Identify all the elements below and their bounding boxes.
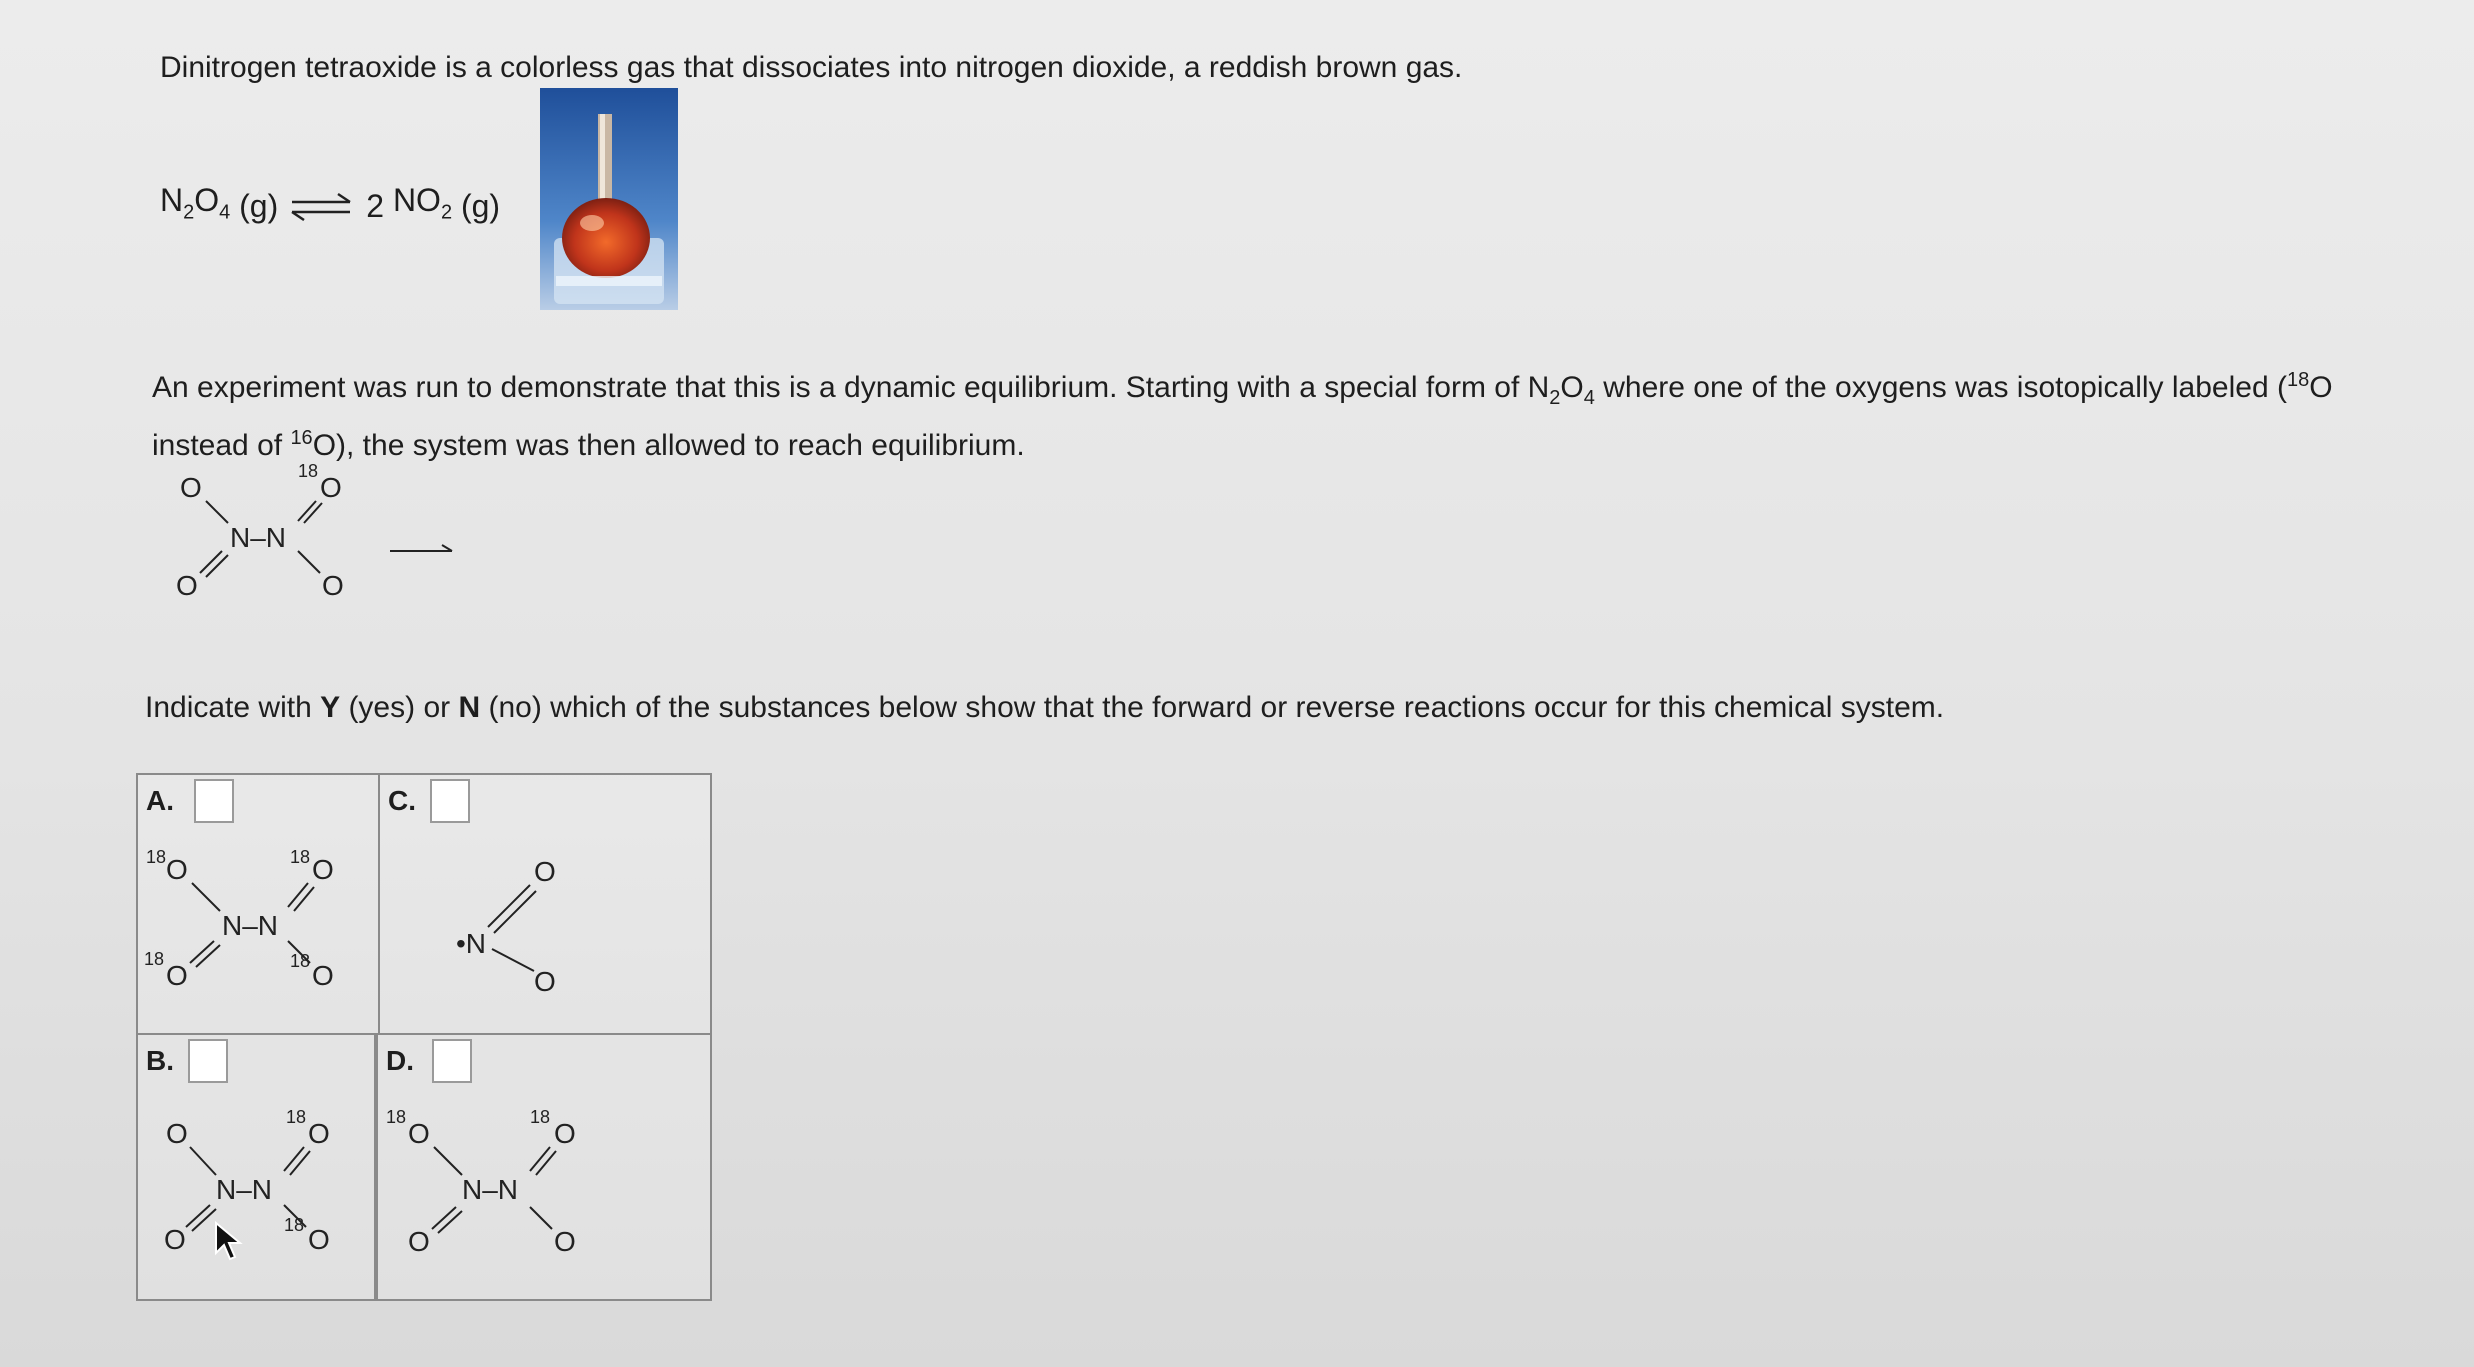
equilibrium-arrows-icon <box>290 191 354 221</box>
svg-text:O: O <box>164 1224 186 1255</box>
svg-text:N–N: N–N <box>222 910 279 941</box>
instruction-text: Indicate with Y (yes) or N (no) which of the substances below show that the forward or reverse reactions occur for this chemical system. <box>145 691 1945 724</box>
svg-text:O: O <box>308 1224 330 1255</box>
option-d <box>376 1035 712 1299</box>
experiment-description: An experiment was run to demonstrate that this is a dynamic equilibrium. Starting with a special form of $N_2O_4$ where one of the oxygens was isotopically labeled ($^{18}$O instead of $^{16}$O), the system was then allowed to reach equilibrium. <box>152 369 2333 462</box>
svg-text:O: O <box>166 960 188 991</box>
reaction-arrow-icon <box>390 545 452 551</box>
svg-text:18: 18 <box>290 951 311 971</box>
option-c-structure <box>380 837 700 1017</box>
option-a <box>138 775 380 1035</box>
atom-o: O <box>176 570 198 601</box>
option-a-structure <box>138 837 378 1017</box>
option-c-checkbox[interactable] <box>430 779 470 823</box>
option-a-label: A. <box>146 785 174 816</box>
option-b-label: B. <box>146 1045 174 1076</box>
isotope-label: 18 <box>298 461 319 481</box>
option-b-structure <box>138 1097 374 1287</box>
option-a-checkbox[interactable] <box>194 779 234 823</box>
svg-text:O: O <box>408 1118 430 1149</box>
svg-text:O: O <box>312 854 334 885</box>
option-d-checkbox[interactable] <box>432 1039 472 1083</box>
option-d-structure <box>378 1097 708 1287</box>
reactant-state: (g) <box>239 188 279 225</box>
svg-text:•N: •N <box>456 928 487 959</box>
atom-o: O <box>180 472 202 503</box>
option-d-label: D. <box>386 1045 414 1076</box>
product-formula: $NO_2$ <box>392 182 453 224</box>
svg-text:O: O <box>554 1118 576 1149</box>
svg-text:18: 18 <box>144 949 165 969</box>
answer-options-grid <box>136 773 712 1301</box>
svg-text:18: 18 <box>530 1107 551 1127</box>
option-c-label: C. <box>388 785 416 816</box>
svg-text:O: O <box>312 960 334 991</box>
svg-text:O: O <box>408 1226 430 1257</box>
svg-text:18: 18 <box>146 847 167 867</box>
product-state: (g) <box>460 188 501 225</box>
svg-text:O: O <box>308 1118 330 1149</box>
svg-text:O: O <box>534 856 556 887</box>
coefficient: 2 <box>366 188 385 225</box>
option-b-checkbox[interactable] <box>188 1039 228 1083</box>
flask-photo-icon <box>540 88 678 310</box>
atom-o: O <box>322 570 344 601</box>
reactant-formula: $N_2O_4$ <box>160 182 231 224</box>
svg-text:18: 18 <box>290 847 311 867</box>
svg-text:N–N: N–N <box>462 1174 519 1205</box>
mouse-cursor-icon <box>214 1221 244 1263</box>
option-b <box>138 1035 376 1299</box>
n-n-bond: N–N <box>230 522 287 553</box>
labeled-n2o4-structure <box>160 455 480 615</box>
svg-text:O: O <box>534 966 556 997</box>
svg-text:18: 18 <box>386 1107 407 1127</box>
equilibrium-equation <box>160 180 500 232</box>
option-c <box>380 775 710 1035</box>
svg-text:O: O <box>166 1118 188 1149</box>
svg-text:18: 18 <box>284 1215 305 1235</box>
svg-text:18: 18 <box>286 1107 307 1127</box>
svg-text:N–N: N–N <box>216 1174 273 1205</box>
intro-text: Dinitrogen tetraoxide is a colorless gas that dissociates into nitrogen dioxide, a reddish brown gas. <box>160 51 1463 84</box>
atom-o: O <box>320 472 342 503</box>
svg-text:O: O <box>166 854 188 885</box>
svg-text:O: O <box>554 1226 576 1257</box>
